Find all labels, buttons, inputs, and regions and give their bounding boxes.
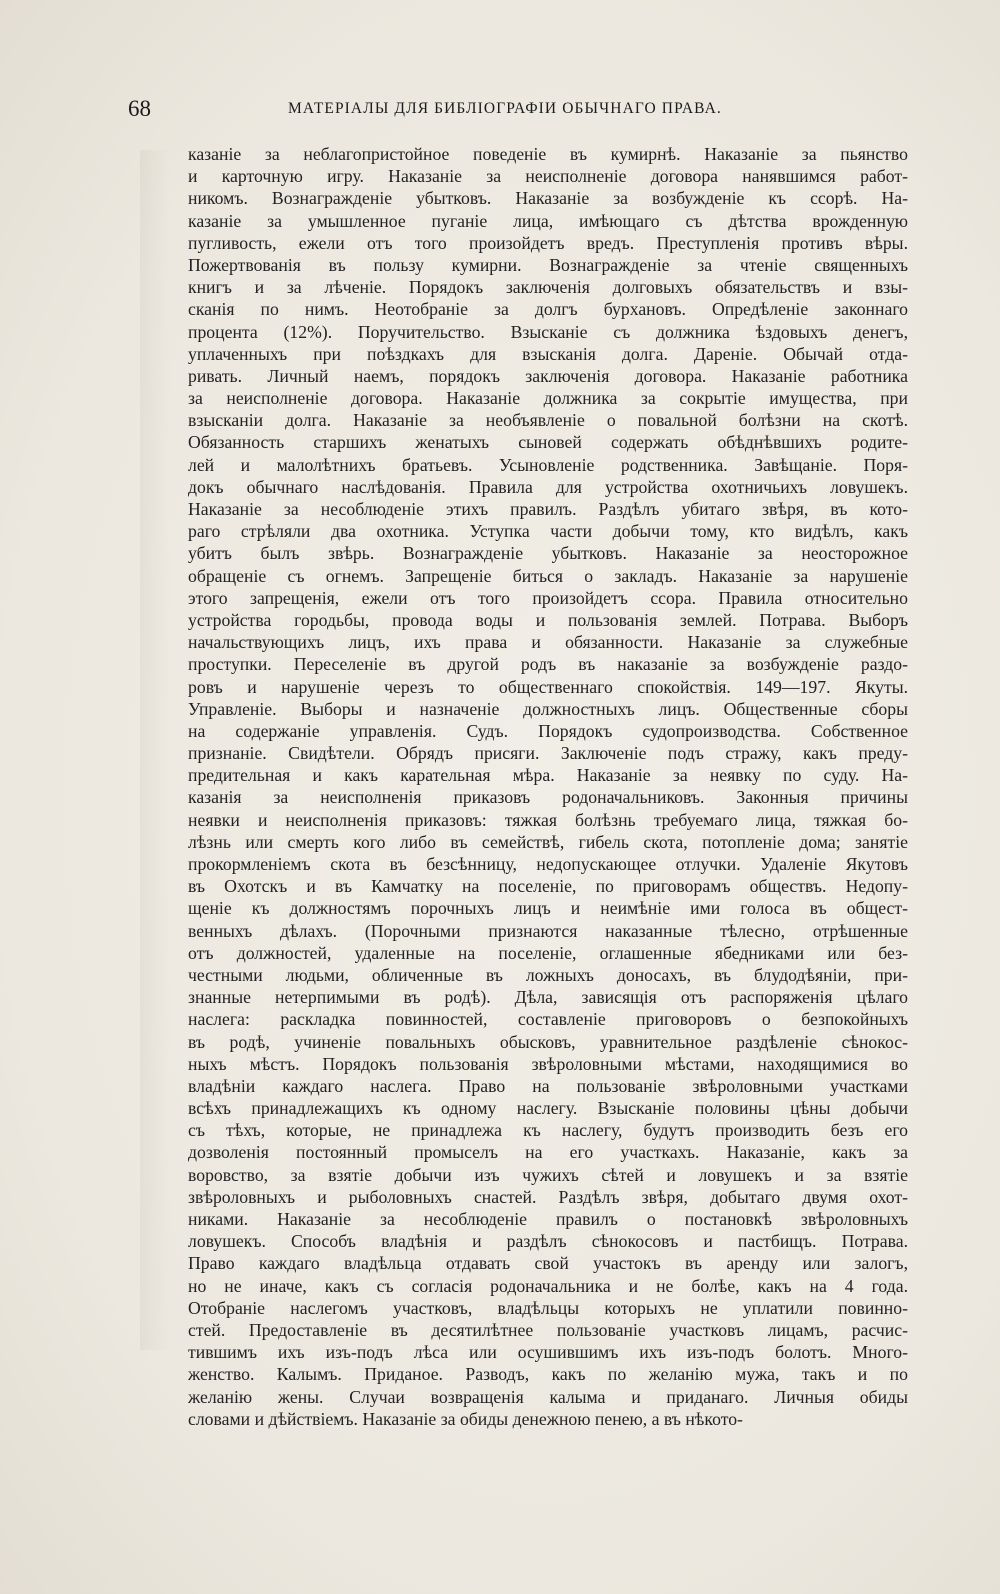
text-line: венныхъ дѣлахъ. (Порочными признаются наказанные тѣлесно, отрѣшенные — [188, 920, 908, 941]
text-line: этого запрещенія, ежели отъ того произойдетъ ссора. Правила относительно — [188, 587, 908, 608]
text-line: владѣніи каждаго наслега. Право на пользованіе звѣроловными участками — [188, 1075, 908, 1096]
text-line: словами и дѣйствіемъ. Наказаніе за обиды денежною пенею, а въ нѣкото- — [188, 1408, 743, 1429]
text-line: наслега: раскладка повинностей, составленіе приговоровъ о безпокойныхъ — [188, 1009, 908, 1030]
text-line: на содержаніе управленія. Судъ. Порядокъ судопроизводства. Собственное — [188, 720, 908, 741]
text-line: признаніе. Свидѣтели. Обрядъ присяги. Заключеніе подъ стражу, какъ преду- — [188, 743, 908, 764]
text-line: казаніе за умышленное пуганіе лица, имѣющаго съ дѣтства врожденную — [188, 210, 908, 231]
text-line: Наказаніе за несоблюденіе этихъ правилъ. Раздѣлъ убитаго звѣря, въ кото- — [188, 499, 908, 519]
text-line: проступки. Переселеніе въ другой родъ въ наказаніе за возбужденіе раздо- — [188, 654, 908, 675]
text-line: взысканіи долга. Наказаніе за необъявленіе о повальной болѣзни на скотѣ. — [188, 410, 908, 431]
text-line: Обязанность старшихъ женатыхъ сыновей содержать обѣднѣвшихъ родите- — [188, 432, 908, 453]
text-line: щеніе къ должностямъ порочныхъ лицъ и неимѣніе ими голоса въ общест- — [188, 898, 908, 919]
text-line: процента (12%). Поручительство. Взысканіе съ должника ѣздовыхъ денегъ, — [188, 321, 908, 342]
text-line: обращеніе съ огнемъ. Запрещеніе биться о закладъ. Наказаніе за нарушеніе — [188, 565, 908, 586]
text-line: за неисполненіе договора. Наказаніе должника за сокрытіе имущества, при — [188, 388, 908, 409]
running-title: МАТЕРІАЛЫ ДЛЯ БИБЛІОГРАФІИ ОБЫЧНАГО ПРАВА. — [288, 100, 722, 117]
page-header — [128, 96, 908, 126]
text-line: начальствующихъ лицъ, ихъ права и обязанности. Наказаніе за служебные — [188, 632, 908, 653]
text-line: въ Охотскъ и въ Камчатку на поселеніе, по приговорамъ обществъ. Недопу- — [188, 876, 908, 897]
text-line: знанные нетерпимыми въ родѣ). Дѣла, зависящія отъ распоряженія цѣлаго — [188, 987, 908, 1008]
text-line: дозволенія постоянный промыселъ на его участкахъ. Наказаніе, какъ за — [188, 1142, 908, 1163]
text-line: Управленіе. Выборы и назначеніе должностныхъ лицъ. Общественные сборы — [188, 698, 908, 719]
text-line: ровъ и нарушеніе черезъ то общественнаго спокойствія. 149—197. Якуты. — [188, 676, 908, 697]
text-line: книгъ и за лѣченіе. Порядокъ заключенія долговыхъ обязательствъ и взы- — [188, 277, 908, 298]
text-line: и карточную игру. Наказаніе за неисполненіе договора нанявшимся работ- — [188, 166, 908, 187]
text-line: желанію жены. Случаи возвращенія калыма и приданаго. Личныя обиды — [188, 1386, 908, 1407]
text-line: тившимъ ихъ изъ-подъ лѣса или осушившимъ ихъ изъ-подъ болотъ. Много- — [188, 1342, 908, 1363]
text-line: казанія за неисполненія приказовъ родоначальниковъ. Законныя причины — [188, 787, 908, 808]
text-line: предительная и какъ карательная мѣра. Наказаніе за неявку по суду. На- — [188, 765, 908, 786]
text-line: ловушекъ. Способъ владѣнія и раздѣлъ сѣнокосовъ и пастбищъ. Потрава. — [188, 1231, 908, 1252]
text-line: отъ должностей, удаленные на поселеніе, оглашенные ябедниками или без- — [188, 942, 908, 963]
text-line: ривать. Личный наемъ, порядокъ заключенія договора. Наказаніе работника — [188, 365, 908, 386]
text-line: но не иначе, какъ съ согласія родоначальника и не болѣе, какъ на 4 года. — [188, 1275, 908, 1296]
text-line: лей и малолѣтнихъ братьевъ. Усыновленіе родственника. Завѣщаніе. Поря- — [188, 454, 908, 475]
text-line: лѣзнь или смерть кого либо въ семействѣ, гибель скота, потопленіе дома; занятіе — [188, 831, 908, 852]
text-line: убитъ былъ звѣрь. Вознагражденіе убытковъ. Наказаніе за неосторожное — [188, 543, 908, 564]
text-line: раго стрѣляли два охотника. Уступка части добычи тому, кто видѣлъ, какъ — [188, 521, 908, 542]
facing-page-bleed-shadow — [140, 150, 170, 1350]
text-line: Право каждаго владѣльца отдавать свой участокъ въ аренду или залогъ, — [188, 1253, 908, 1274]
text-line: казаніе за неблагопристойное поведеніе въ кумирнѣ. Наказаніе за пьянство — [188, 144, 908, 164]
text-line: стей. Предоставленіе въ десятилѣтнее пользованіе участковъ лицамъ, расчис- — [188, 1319, 908, 1340]
text-line: Пожертвованія въ пользу кумирни. Вознагражденіе за чтеніе священныхъ — [188, 254, 908, 275]
text-line: никомъ. Вознагражденіе убытковъ. Наказаніе за возбужденіе къ ссорѣ. На- — [188, 188, 908, 209]
text-line: воровство, за взятіе добычи изъ чужихъ сѣтей и ловушекъ и за взятіе — [188, 1164, 908, 1185]
text-line: сканія по нимъ. Неотобраніе за долгъ бурхановъ. Опредѣленіе законнаго — [188, 299, 908, 320]
text-line: неявки и неисполненія приказовъ: тяжкая болѣзнь требуемаго лица, тяжкая бо- — [188, 809, 908, 830]
text-line: ныхъ мѣстъ. Порядокъ пользованія звѣроловными мѣстами, находящимися во — [188, 1053, 908, 1074]
text-line: уплаченныхъ при поѣздкахъ для взысканія долга. Дареніе. Обычай отда- — [188, 343, 908, 364]
text-line: устройства городьбы, провода воды и пользованія землей. Потрава. Выборъ — [188, 609, 908, 630]
text-line: въ родѣ, учиненіе повальныхъ обысковъ, уравнительное раздѣленіе сѣнокос- — [188, 1031, 908, 1052]
text-line: женство. Калымъ. Приданое. Разводъ, какъ по желанію мужа, такъ и по — [188, 1364, 908, 1385]
text-line: съ тѣхъ, которые, не принадлежа къ наслегу, будутъ производить безъ его — [188, 1120, 908, 1141]
text-line: пугливость, ежели отъ того произойдетъ вредъ. Преступленія противъ вѣры. — [188, 232, 908, 253]
text-line: никами. Наказаніе за несоблюденіе правилъ о постановкѣ звѣроловныхъ — [188, 1209, 908, 1229]
body-paragraph — [188, 143, 908, 1430]
text-line: Отобраніе наслегомъ участковъ, владѣльцы которыхъ не уплатили повинно- — [188, 1297, 908, 1318]
text-line: докъ обычнаго наслѣдованія. Правила для устройства охотничьихъ ловушекъ. — [188, 476, 908, 497]
text-line: всѣхъ принадлежащихъ къ одному наслегу. Взысканіе половины цѣны добычи — [188, 1098, 908, 1119]
text-line: честными людьми, обличенные въ ложныхъ доносахъ, въ блудодѣяніи, при- — [188, 964, 908, 985]
page-number: 68 — [128, 96, 151, 121]
text-line: прокормленіемъ скота въ безсѣнницу, недопускающее отлучки. Удаленіе Якутовъ — [188, 854, 908, 874]
text-line: звѣроловныхъ и рыболовныхъ снастей. Раздѣлъ звѣря, добытаго двумя охот- — [188, 1186, 908, 1207]
